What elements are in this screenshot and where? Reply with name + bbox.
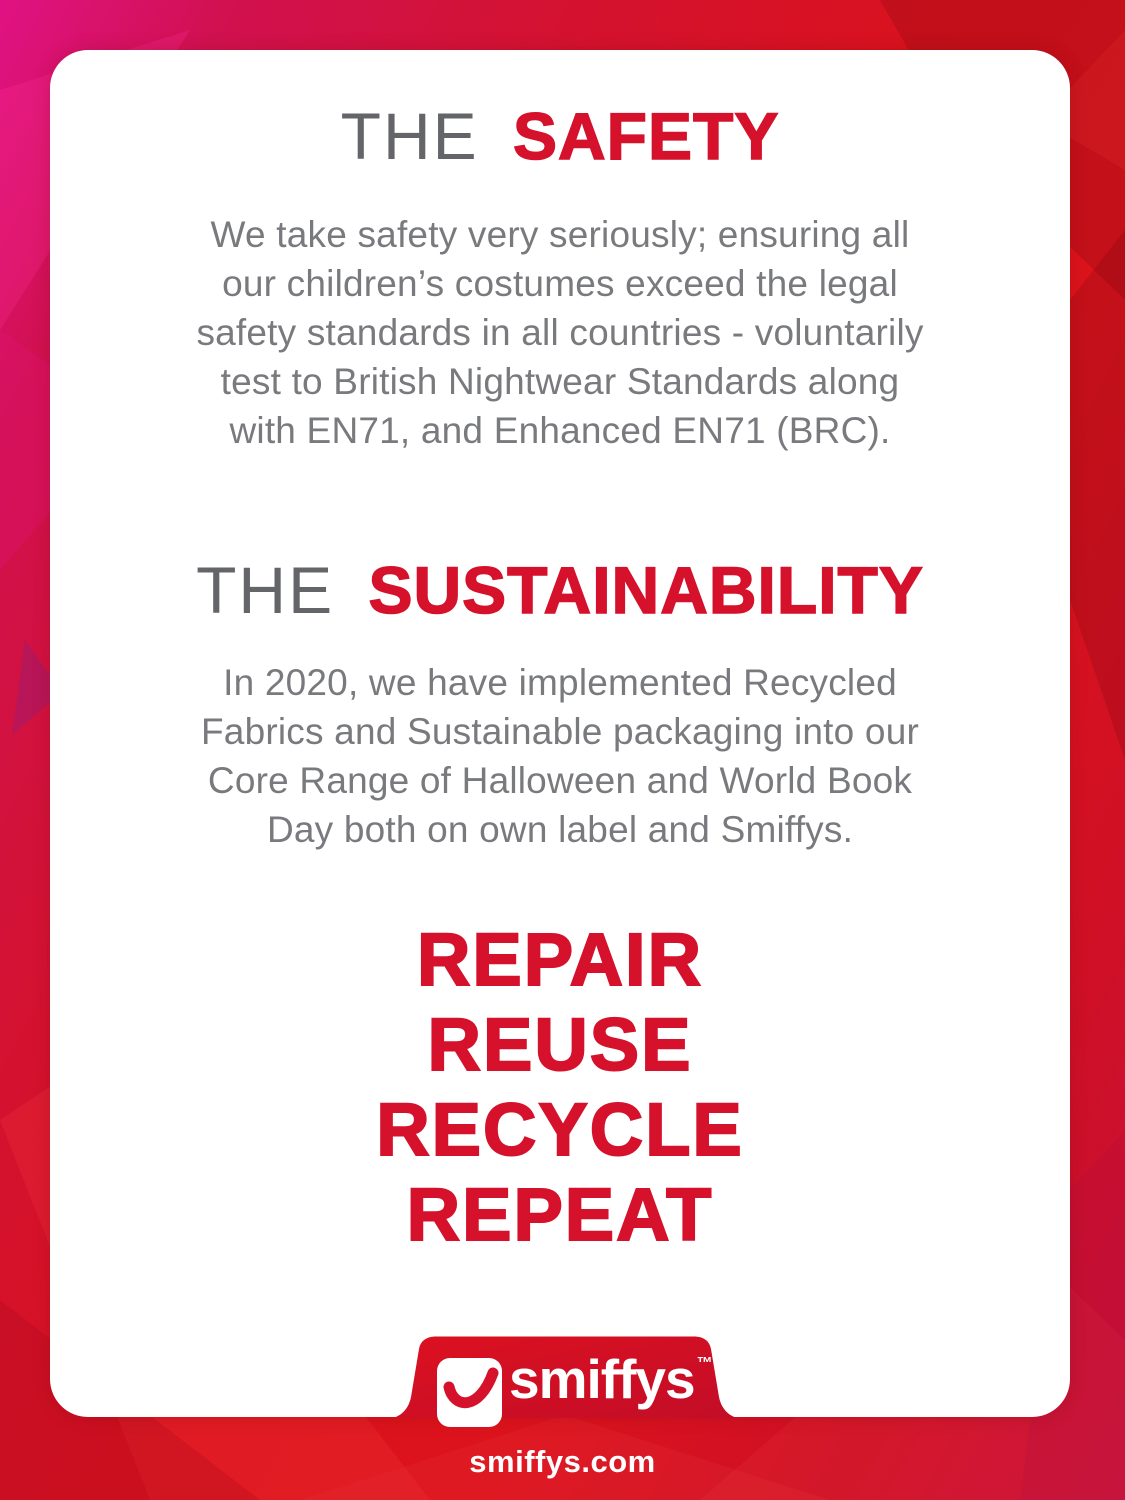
- smile-icon: [437, 1358, 502, 1427]
- heading-word: SUSTAINABILITY: [368, 553, 924, 627]
- brand-wordmark: [509, 1348, 713, 1410]
- paragraph-line: Core Range of Halloween and World Book: [207, 760, 913, 801]
- trademark-symbol: ™: [696, 1355, 713, 1372]
- heading-word: SAFETY: [512, 99, 780, 173]
- paragraph-line: our children’s costumes exceed the legal: [222, 263, 898, 304]
- safety-heading: [50, 100, 1070, 172]
- paragraph-line: Fabrics and Sustainable packaging into our: [200, 711, 919, 752]
- paragraph-line: test to British Nightwear Standards along: [220, 361, 900, 402]
- paragraph-line: We take safety very seriously; ensuring all: [210, 214, 910, 255]
- paragraph-line: Day both on own label and Smiffys.: [266, 809, 854, 850]
- slogan-line-reuse: REUSE: [427, 1003, 693, 1086]
- slogan: [50, 917, 1070, 1257]
- sustainability-paragraph: [50, 658, 1070, 854]
- info-card: [50, 50, 1070, 1417]
- brand-text: smiffys: [509, 1348, 695, 1410]
- slogan-line-repeat: REPEAT: [406, 1173, 714, 1256]
- slogan-line-recycle: RECYCLE: [376, 1088, 744, 1171]
- logo-mark: [437, 1358, 502, 1427]
- paragraph-line: safety standards in all countries - voluntarily: [196, 312, 924, 353]
- sustainability-heading: [50, 554, 1070, 626]
- paragraph-line: In 2020, we have implemented Recycled: [223, 662, 897, 703]
- website-url: smiffys.com: [469, 1444, 656, 1479]
- heading-prefix: THE: [196, 553, 335, 627]
- paragraph-line: with EN71, and Enhanced EN71 (BRC).: [229, 410, 891, 451]
- safety-paragraph: [50, 210, 1070, 455]
- heading-prefix: THE: [340, 99, 479, 173]
- slogan-line-repair: REPAIR: [416, 918, 704, 1001]
- footer-tab: [393, 1336, 737, 1418]
